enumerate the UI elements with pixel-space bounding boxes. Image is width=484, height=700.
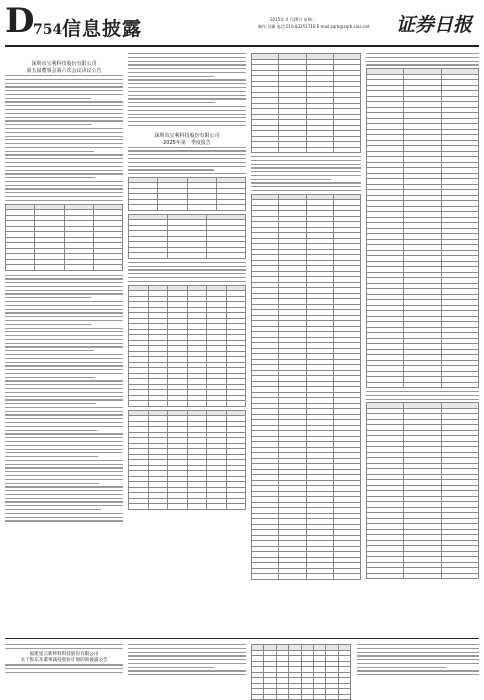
table-cell	[226, 401, 246, 407]
text-line	[5, 384, 123, 385]
table-row	[6, 265, 123, 271]
text-line	[5, 143, 123, 144]
table-row	[367, 573, 479, 579]
bottom-table	[251, 644, 351, 700]
table-cell	[168, 504, 188, 510]
text-line	[5, 422, 123, 423]
table-cell	[252, 574, 279, 580]
text-line	[5, 449, 123, 450]
data-table	[128, 177, 246, 211]
text-line	[128, 154, 246, 155]
article-body	[128, 53, 246, 126]
text-line	[5, 113, 123, 114]
text-line	[5, 275, 123, 276]
text-line	[128, 79, 246, 80]
article-title-1	[5, 61, 123, 75]
text-line	[5, 464, 123, 465]
data-table	[251, 194, 361, 580]
table-cell	[338, 694, 350, 700]
text-line	[5, 316, 123, 317]
text-line	[128, 273, 246, 274]
text-line	[251, 164, 361, 165]
text-line	[128, 281, 246, 282]
data-table	[5, 204, 123, 271]
text-line	[128, 106, 246, 107]
text-line	[5, 467, 123, 468]
text-line	[128, 87, 246, 88]
text-line	[128, 173, 246, 174]
article-body	[128, 644, 246, 675]
page-header	[0, 0, 484, 46]
text-line	[5, 79, 123, 80]
text-line	[5, 166, 123, 167]
table-cell	[333, 574, 360, 580]
table-row	[367, 382, 479, 388]
text-line	[5, 648, 123, 649]
article-body	[5, 664, 123, 673]
text-line	[128, 102, 215, 103]
text-line	[357, 655, 479, 656]
text-line	[5, 151, 94, 152]
text-line	[128, 659, 246, 660]
text-line	[5, 358, 123, 359]
text-line	[128, 98, 246, 99]
column-1	[5, 53, 123, 635]
table-cell	[404, 573, 441, 579]
text-line	[357, 663, 479, 664]
text-line	[5, 335, 123, 336]
text-line	[5, 392, 123, 393]
text-line	[357, 644, 479, 645]
text-line	[5, 297, 91, 298]
text-line	[5, 124, 92, 125]
text-line	[5, 170, 123, 171]
text-line	[5, 320, 123, 321]
text-line	[5, 177, 95, 178]
text-line	[5, 664, 123, 665]
text-line	[5, 513, 123, 514]
text-line	[128, 670, 246, 671]
text-line	[5, 414, 123, 415]
article-body	[128, 147, 246, 175]
text-line	[5, 373, 123, 374]
table-cell	[252, 147, 279, 153]
text-line	[251, 175, 361, 176]
text-line	[251, 186, 361, 187]
text-line	[5, 309, 123, 310]
text-line	[5, 517, 123, 518]
table-cell	[367, 573, 404, 579]
text-line	[5, 490, 123, 491]
text-line	[5, 328, 123, 329]
bottom-article-body	[128, 644, 246, 678]
text-line	[5, 98, 91, 99]
article-title-line: 深圳市宝利科技股份有限公司	[154, 132, 220, 139]
text-line	[5, 505, 123, 506]
text-line	[5, 668, 123, 669]
text-line	[5, 483, 99, 484]
article-title-line: 深圳市宝利科技股份有限公司	[31, 61, 97, 67]
text-line	[5, 452, 123, 453]
text-line	[5, 162, 123, 163]
text-line	[128, 121, 246, 122]
text-line	[5, 105, 123, 106]
table-cell	[252, 694, 264, 700]
article-body	[251, 156, 361, 191]
text-line	[128, 91, 246, 92]
table-cell	[129, 253, 168, 259]
text-line	[128, 117, 246, 118]
text-line	[5, 486, 123, 487]
text-line	[5, 403, 96, 404]
table-cell	[187, 205, 216, 211]
text-line	[5, 437, 123, 438]
data-table	[128, 410, 246, 510]
table-cell	[301, 694, 313, 700]
text-line	[128, 64, 246, 65]
text-line	[5, 380, 123, 381]
text-line	[128, 655, 246, 656]
article-title-line: 2025年第一季度报告	[163, 139, 211, 146]
table-cell	[168, 401, 188, 407]
text-line	[5, 365, 123, 366]
text-line	[5, 154, 123, 155]
text-line	[357, 652, 479, 653]
data-table	[366, 402, 479, 579]
text-line	[5, 147, 123, 148]
data-table	[128, 214, 246, 259]
text-line	[5, 346, 123, 347]
text-line	[357, 648, 479, 649]
data-table	[251, 53, 361, 153]
text-line	[128, 262, 246, 263]
text-line	[5, 475, 123, 476]
newspaper-logo: 证券日报	[395, 14, 472, 36]
data-table	[366, 68, 479, 388]
text-line	[128, 269, 246, 270]
text-line	[128, 166, 246, 167]
text-line	[128, 147, 246, 148]
text-line	[5, 312, 123, 313]
table-cell	[207, 504, 227, 510]
text-line	[5, 501, 123, 502]
table-row	[129, 205, 246, 211]
text-line	[5, 377, 95, 378]
text-line	[5, 388, 123, 389]
text-line	[5, 460, 123, 461]
text-line	[5, 411, 123, 412]
text-line	[5, 75, 123, 76]
text-line	[128, 110, 246, 111]
text-line	[5, 128, 123, 129]
text-line	[251, 182, 361, 183]
table-cell	[306, 147, 333, 153]
text-line	[5, 324, 92, 325]
text-line	[366, 53, 479, 54]
column-4	[366, 53, 479, 635]
article-body	[5, 275, 123, 522]
header-rule	[5, 45, 479, 47]
text-line	[5, 399, 123, 400]
table-cell	[441, 382, 478, 388]
text-line	[366, 399, 479, 400]
section-title: 信息披露	[62, 18, 143, 40]
table-cell	[441, 573, 478, 579]
text-line	[128, 158, 246, 159]
text-line	[366, 57, 479, 58]
text-line	[251, 156, 361, 157]
text-line	[128, 644, 246, 645]
text-line	[5, 286, 123, 287]
table-row	[252, 574, 361, 580]
text-line	[5, 173, 123, 174]
text-line	[5, 196, 123, 197]
article-body	[5, 644, 123, 649]
text-line	[128, 652, 246, 653]
article-title-line: 关于股东及董事减持股份计划的预披露公告	[20, 657, 108, 663]
table-cell	[207, 401, 227, 407]
text-line	[366, 61, 479, 62]
text-line	[5, 498, 123, 499]
text-line	[5, 136, 123, 137]
bottom-article	[5, 644, 123, 676]
text-line	[128, 125, 246, 126]
text-line	[5, 426, 123, 427]
text-line	[5, 369, 123, 370]
editor-contact: 制作:吴姗 电话:010-83251716 E-mail:zqrb@zqrb.sina.net	[258, 24, 370, 29]
text-line	[5, 520, 123, 521]
table-cell	[404, 382, 441, 388]
data-table	[128, 285, 246, 407]
text-line	[128, 57, 246, 58]
text-line	[5, 83, 123, 84]
page-number: 754	[33, 22, 63, 38]
text-line	[5, 441, 123, 442]
column-3	[251, 53, 361, 635]
bottom-article-body	[357, 644, 479, 678]
article-body	[128, 262, 246, 282]
table-cell	[158, 205, 187, 211]
text-line	[251, 179, 331, 180]
table-row	[129, 401, 246, 407]
text-line	[128, 674, 246, 675]
table-cell	[326, 694, 338, 700]
text-line	[128, 162, 246, 163]
text-line	[128, 53, 246, 54]
text-line	[128, 648, 246, 649]
text-line	[5, 188, 123, 189]
text-line	[5, 354, 123, 355]
text-line	[5, 339, 123, 340]
text-line	[251, 160, 361, 161]
table-cell	[306, 574, 333, 580]
table-cell	[276, 694, 288, 700]
text-line	[5, 86, 123, 87]
text-line	[5, 117, 123, 118]
table-cell	[168, 253, 207, 259]
data-table	[251, 644, 351, 700]
text-line	[5, 343, 123, 344]
text-line	[5, 305, 123, 306]
text-line	[128, 266, 246, 267]
text-line	[5, 456, 98, 457]
text-line	[5, 158, 123, 159]
text-line	[5, 445, 123, 446]
table-cell	[148, 401, 168, 407]
table-cell	[207, 253, 246, 259]
text-line	[5, 494, 123, 495]
text-line	[128, 150, 246, 151]
text-line	[128, 68, 246, 69]
article-body	[366, 53, 479, 66]
text-line	[5, 282, 123, 283]
table-row	[252, 147, 361, 153]
text-line	[128, 667, 214, 668]
text-line	[5, 101, 123, 102]
text-line	[5, 350, 94, 351]
text-line	[357, 667, 446, 668]
table-cell	[367, 382, 404, 388]
text-line	[5, 362, 123, 363]
section-letter: D	[5, 1, 35, 41]
table-cell	[289, 694, 301, 700]
table-row	[129, 504, 246, 510]
text-line	[128, 663, 246, 664]
table-cell	[226, 504, 246, 510]
text-line	[5, 290, 123, 291]
text-line	[5, 94, 123, 95]
table-cell	[6, 265, 35, 271]
text-line	[251, 171, 361, 172]
text-line	[5, 181, 123, 182]
table-cell	[264, 694, 276, 700]
article-body	[366, 391, 479, 400]
text-line	[128, 72, 246, 73]
table-cell	[64, 265, 93, 271]
text-line	[5, 479, 123, 480]
text-line	[5, 509, 101, 510]
text-line	[5, 331, 123, 332]
article-title-3	[5, 652, 123, 665]
text-line	[357, 670, 479, 671]
text-line	[128, 76, 214, 77]
text-line	[366, 64, 479, 65]
table-cell	[187, 401, 207, 407]
article-body	[5, 75, 123, 201]
table-cell	[129, 401, 149, 407]
text-line	[5, 90, 123, 91]
table-cell	[93, 265, 122, 271]
text-line	[5, 471, 123, 472]
text-line	[5, 433, 123, 434]
bottom-band	[5, 640, 479, 696]
text-line	[5, 192, 123, 193]
table-cell	[313, 694, 325, 700]
text-line	[251, 190, 361, 191]
table-cell	[129, 504, 149, 510]
article-title-line: 福建星云新材料科技股份有限公司	[29, 651, 99, 657]
article-title-line: 第五届董事会第六次会议决议公告	[26, 68, 102, 74]
issue-date: 2025年 4 月29日 星期二	[270, 17, 316, 22]
table-row	[129, 253, 246, 259]
text-line	[5, 644, 123, 645]
text-line	[5, 120, 123, 121]
text-line	[128, 277, 246, 278]
text-line	[5, 430, 97, 431]
text-line	[5, 185, 123, 186]
text-line	[5, 109, 123, 110]
text-line	[366, 391, 479, 392]
text-line	[128, 95, 246, 96]
article-title-2	[128, 133, 246, 147]
text-line	[5, 293, 123, 294]
text-line	[5, 418, 123, 419]
table-cell	[148, 504, 168, 510]
table-cell	[216, 205, 245, 211]
table-cell	[187, 504, 207, 510]
table-cell	[279, 574, 306, 580]
bottom-band-rule	[5, 638, 479, 639]
text-line	[5, 301, 123, 302]
text-line	[5, 132, 123, 133]
text-line	[5, 396, 123, 397]
table-cell	[333, 147, 360, 153]
text-line	[128, 114, 246, 115]
article-body	[357, 644, 479, 675]
text-line	[5, 139, 123, 140]
text-line	[128, 83, 246, 84]
text-line	[5, 200, 123, 201]
text-line	[251, 167, 361, 168]
table-cell	[35, 265, 64, 271]
table-cell	[279, 147, 306, 153]
text-line	[5, 278, 123, 279]
text-line	[5, 672, 123, 673]
table-cell	[129, 205, 158, 211]
text-line	[128, 169, 214, 170]
column-2	[128, 53, 246, 635]
text-line	[357, 674, 479, 675]
text-line	[5, 407, 123, 408]
text-line	[357, 659, 479, 660]
text-line	[366, 395, 479, 396]
text-line	[128, 61, 246, 62]
table-row	[252, 694, 351, 700]
